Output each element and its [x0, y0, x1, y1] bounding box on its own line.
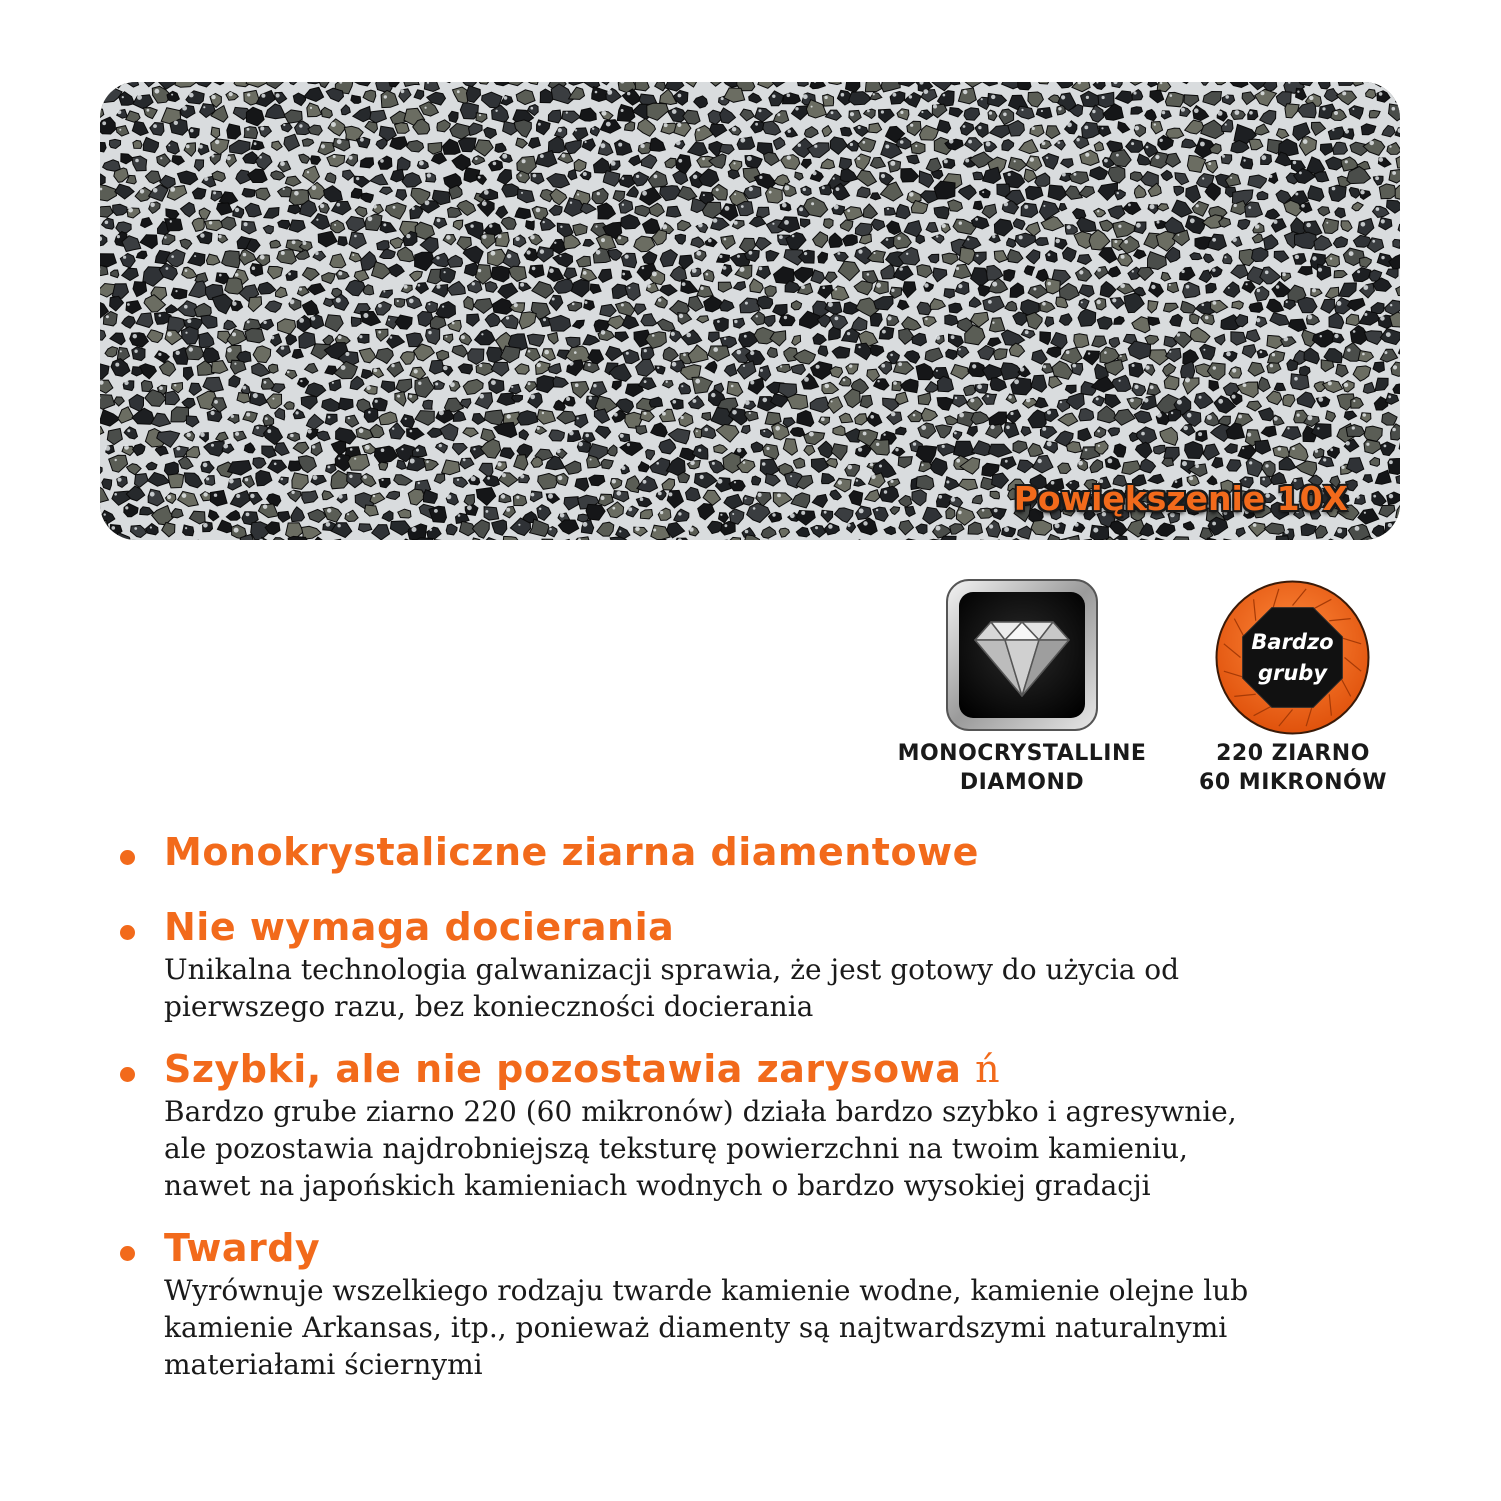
feature-description-line: Unikalna technologia galwanizacji sprawia, że jest gotowy do użycia od	[164, 953, 1180, 986]
feature-item	[116, 1045, 1456, 1204]
feature-item	[116, 828, 1456, 876]
grit-badge-caption	[1170, 739, 1416, 797]
feature-description-line: ale pozostawia najdrobniejszą teksturę powierzchni na twoim kamieniu,	[164, 1132, 1188, 1165]
diamond-caption-line1: MONOCRYSTALLINE	[897, 741, 1147, 766]
feature-title-suffix: ń	[975, 1047, 1001, 1091]
diamond-badge-caption	[880, 739, 1164, 797]
grit-icon-line1: Bardzo	[1251, 629, 1334, 654]
grit-texture-image	[100, 82, 1400, 540]
feature-title: Monokrystaliczne ziarna diamentowe	[164, 830, 979, 874]
grit-icon-text	[1215, 580, 1370, 735]
feature-title: Twardy	[164, 1226, 321, 1270]
magnification-label: Powiększenie 10X	[1013, 479, 1348, 518]
grit-caption-line2: 60 MIKRONÓW	[1199, 770, 1387, 795]
feature-description-line: materiałami ściernymi	[164, 1348, 483, 1381]
bullet-icon	[120, 850, 135, 865]
feature-title-text: Szybki, ale nie pozostawia zarysowa	[164, 1047, 962, 1091]
feature-item	[116, 1224, 1456, 1383]
feature-description-line: Wyrównuje wszelkiego rodzaju twarde kamienie wodne, kamienie olejne lub	[164, 1274, 1249, 1307]
feature-list	[116, 828, 1456, 1383]
feature-title: Nie wymaga docierania	[164, 905, 675, 949]
grit-caption-line1: 220 ZIARNO	[1216, 741, 1370, 766]
diamond-icon	[945, 578, 1099, 732]
bullet-icon	[120, 1067, 135, 1082]
feature-description-line: kamienie Arkansas, itp., ponieważ diamenty są najtwardszymi naturalnymi	[164, 1311, 1228, 1344]
bullet-icon	[120, 925, 135, 940]
monocrystalline-diamond-badge	[945, 578, 1099, 732]
feature-description-line: nawet na japońskich kamieniach wodnych o bardzo wysokiej gradacji	[164, 1169, 1151, 1202]
grit-icon-line2: gruby	[1257, 660, 1328, 685]
feature-title	[164, 1045, 1456, 1093]
feature-description-line: pierwszego razu, bez konieczności docierania	[164, 990, 814, 1023]
grit-badge	[1215, 580, 1370, 735]
bullet-icon	[120, 1246, 135, 1261]
diamond-caption-line2: DIAMOND	[959, 770, 1085, 795]
feature-description-line: Bardzo grube ziarno 220 (60 mikronów) działa bardzo szybko i agresywnie,	[164, 1095, 1237, 1128]
feature-item	[116, 903, 1456, 1025]
magnified-grit-photo	[100, 82, 1400, 540]
